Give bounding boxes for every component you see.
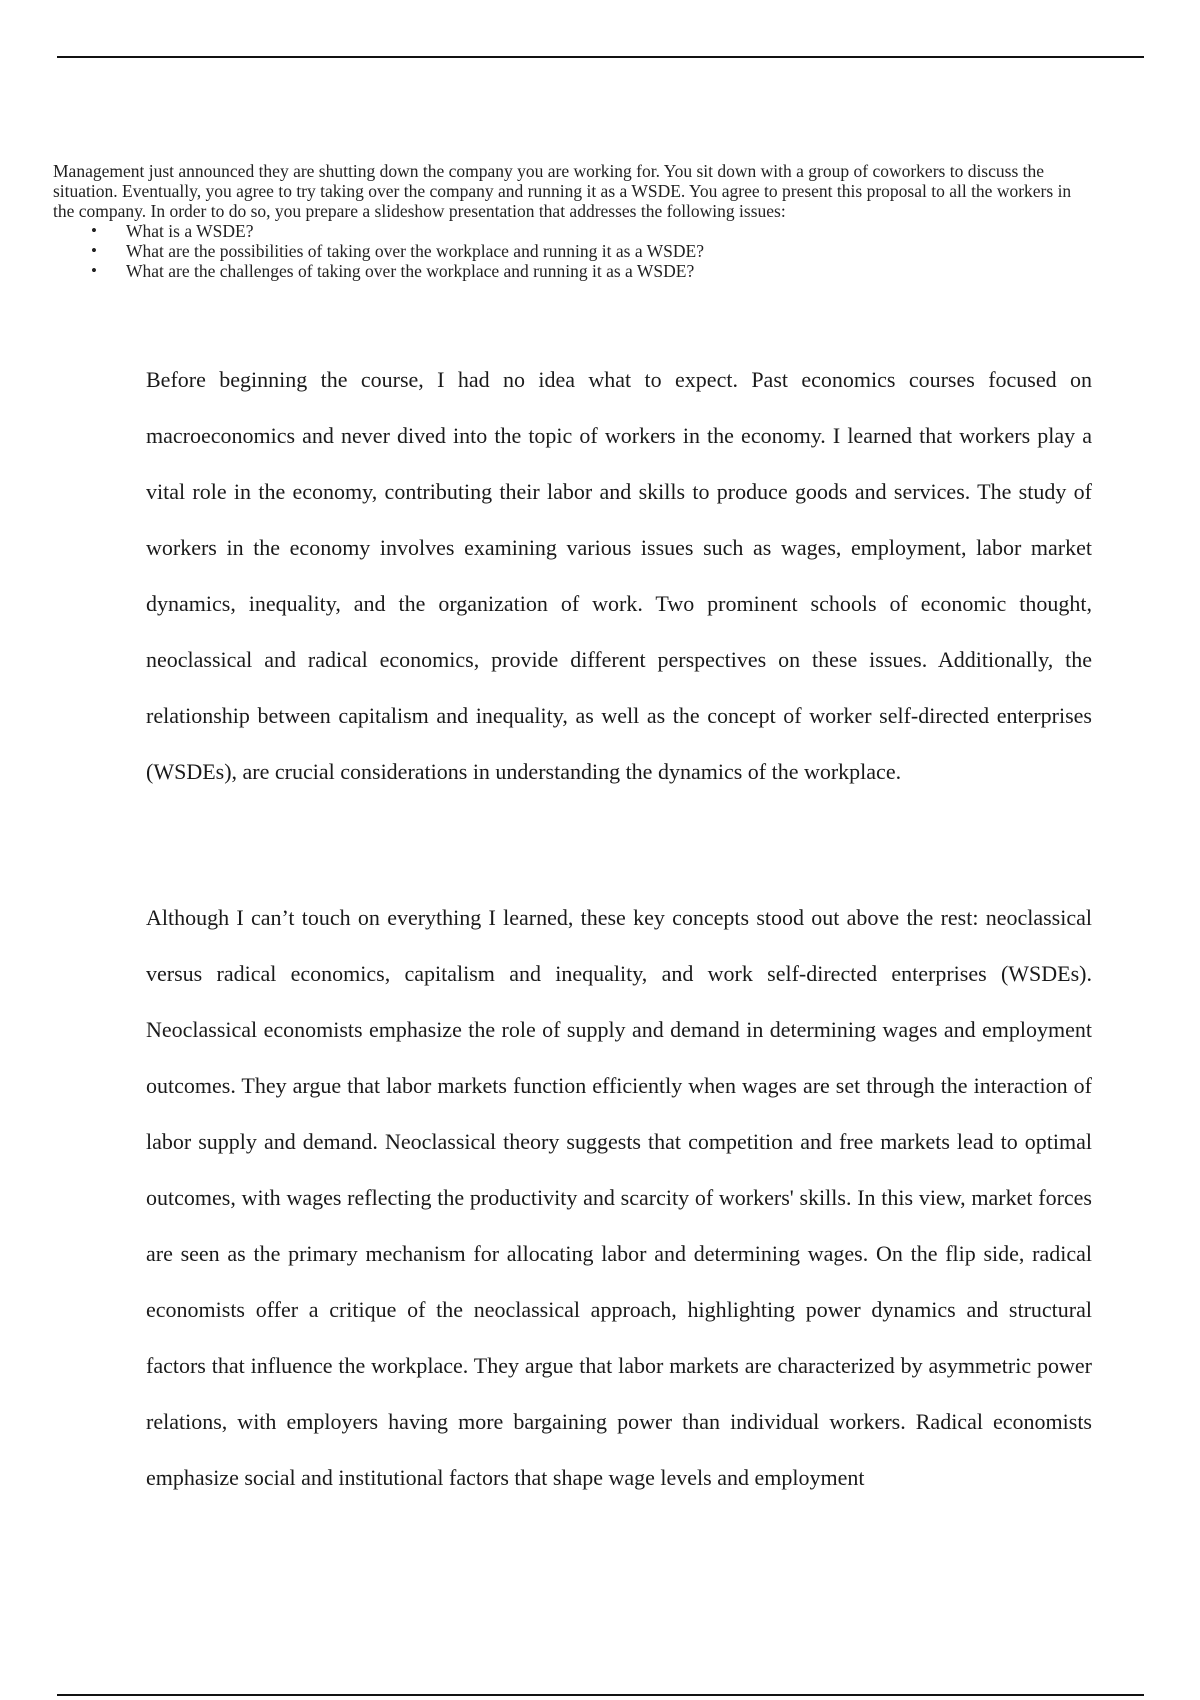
assignment-prompt [53, 161, 1093, 281]
essay-paragraph-2: Although I can’t touch on everything I learned, these key concepts stood out above the rest: neoclassical versus radical economics, capitalism and inequality, and work self-directed enterprises (WSDEs). Neoclassical economists emphasize the role of supply and demand in determining wages and employment outcomes. They argue that labor markets function efficiently when wages are set through the interaction of labor supply and demand. Neoclassical theory suggests that competition and free markets lead to optimal outcomes, with wages reflecting the productivity and scarcity of workers' skills. In this view, market forces are seen as the primary mechanism for allocating labor and determining wages. On the flip side, radical economists offer a critique of the neoclassical approach, highlighting power dynamics and structural factors that influence the workplace. They argue that labor markets are characterized by asymmetric power relations, with employers having more bargaining power than individual workers. Radical economists emphasize social and institutional factors that shape wage levels and employment [146, 905, 1092, 1490]
prompt-bullet-list [53, 221, 1093, 281]
prompt-bullet: • What are the challenges of taking over the workplace and running it as a WSDE? [53, 261, 1093, 281]
prompt-intro: Management just announced they are shutting down the company you are working for. You sit down with a group of coworkers to discuss the situation. Eventually, you agree to try taking over the company and running it as a WSDE. You agree to present this proposal to all the workers in the company. In order to do so, you prepare a slideshow presentation that addresses the following issues: [53, 161, 1072, 221]
footer-rule [57, 1694, 1144, 1696]
prompt-bullet: • What is a WSDE? [53, 221, 1093, 241]
essay-paragraph-1: Before beginning the course, I had no idea what to expect. Past economics courses focused on macroeconomics and never dived into the topic of workers in the economy. I learned that workers play a vital role in the economy, contributing their labor and skills to produce goods and services. The study of workers in the economy involves examining various issues such as wages, employment, labor market dynamics, inequality, and the organization of work. Two prominent schools of economic thought, neoclassical and radical economics, provide different perspectives on these issues. Additionally, the relationship between capitalism and inequality, as well as the concept of worker self-directed enterprises (WSDEs), are crucial considerations in understanding the dynamics of the workplace. [146, 367, 1092, 784]
prompt-bullet: • What are the possibilities of taking over the workplace and running it as a WSDE? [53, 241, 1093, 261]
header-rule [57, 56, 1144, 58]
